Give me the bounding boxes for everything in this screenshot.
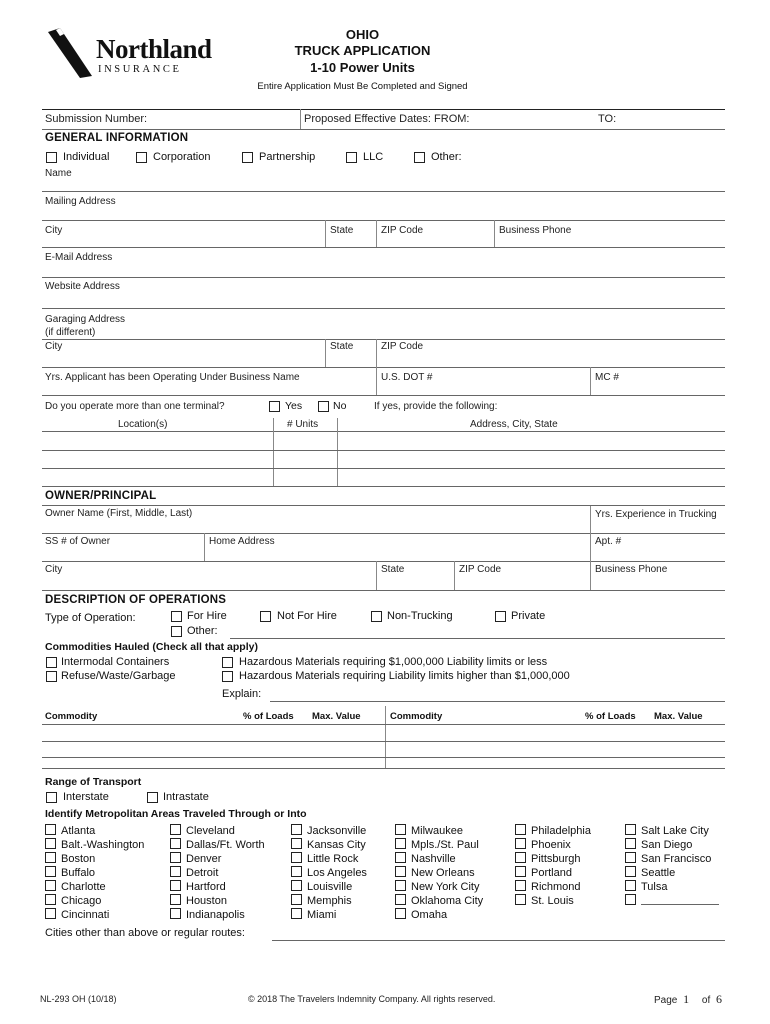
metro-city-option[interactable] [515, 880, 581, 894]
metro-city-option[interactable] [515, 824, 591, 838]
private-label: Private [511, 610, 546, 622]
metro-city-checkbox[interactable] [45, 866, 56, 877]
metro-city-label: St. Louis [531, 895, 574, 907]
terminal-question: Do you operate more than one terminal? [45, 401, 225, 412]
garaging-address-label: Garaging Address [45, 314, 126, 325]
intermodal-label: Intermodal Containers [61, 656, 170, 668]
website-label: Website Address [45, 281, 120, 292]
metro-city-checkbox[interactable] [515, 838, 526, 849]
individual-label: Individual [63, 151, 110, 163]
state-label: State [330, 225, 354, 236]
value-header-left: Max. Value [312, 711, 361, 722]
to-label: TO: [598, 113, 617, 125]
tulsa-blank-field[interactable] [641, 904, 719, 905]
metro-city-checkbox[interactable] [45, 838, 56, 849]
metro-city-checkbox[interactable] [395, 894, 406, 905]
terminal-no-label: No [333, 400, 347, 412]
metro-city-label: Oklahoma City [411, 895, 484, 907]
logo-name: Northland [96, 34, 212, 64]
metro-city-option[interactable] [45, 880, 106, 894]
metro-city-label: Dallas/Ft. Worth [186, 839, 265, 851]
metro-city-checkbox[interactable] [395, 852, 406, 863]
other-entity-label: Other: [431, 151, 462, 163]
metro-city-option[interactable] [291, 838, 366, 852]
form-note: Entire Application Must Be Completed and Signed [257, 81, 468, 92]
metro-city-checkbox[interactable] [291, 894, 302, 905]
metro-city-label: Mpls./St. Paul [411, 839, 479, 851]
metro-city-label: Richmond [531, 881, 581, 893]
garaging-city-label: City [45, 341, 63, 352]
metro-city-label: Philadelphia [531, 825, 591, 837]
metro-city-option[interactable] [291, 824, 366, 838]
terminal-yes-checkbox[interactable] [269, 401, 280, 412]
not-for-hire-label: Not For Hire [277, 610, 337, 622]
other-operation-checkbox[interactable] [171, 626, 182, 637]
name-field[interactable] [42, 191, 725, 192]
interstate-label: Interstate [63, 791, 109, 803]
metro-city-checkbox[interactable] [625, 880, 636, 891]
other-routes-label: Cities other than above or regular routes: [45, 927, 245, 939]
metro-city-option[interactable] [170, 866, 218, 880]
metro-city-option[interactable] [625, 866, 675, 880]
intermodal-checkbox[interactable] [46, 657, 57, 668]
metro-city-label: Atlanta [61, 825, 96, 837]
metro-city-option[interactable] [395, 824, 463, 838]
years-operating-label: Yrs. Applicant has been Operating Under Business Name [45, 372, 300, 383]
refuse-checkbox[interactable] [46, 671, 57, 682]
apt-label: Apt. # [595, 536, 622, 547]
city-label: City [45, 225, 63, 236]
metro-city-option[interactable] [45, 852, 95, 866]
commodity-header-left: Commodity [45, 711, 98, 722]
hazmat-high-checkbox[interactable] [222, 671, 233, 682]
metro-city-checkbox[interactable] [45, 908, 56, 919]
metro-city-label: Louisville [307, 881, 353, 893]
metro-city-option[interactable] [45, 838, 144, 852]
page-number: 1 [683, 992, 690, 1006]
metro-city-checkbox[interactable] [45, 880, 56, 891]
metro-city-checkbox[interactable] [515, 894, 526, 905]
metro-city-label: Los Angeles [307, 867, 367, 879]
commodity-row[interactable] [42, 741, 725, 742]
loads-header-right: % of Loads [585, 711, 636, 722]
metro-city-option[interactable] [515, 838, 571, 852]
explain-label: Explain: [222, 688, 262, 700]
other-operation-label: Other: [187, 625, 218, 637]
form-title: TRUCK APPLICATION [294, 43, 431, 58]
metro-city-option[interactable] [45, 894, 101, 908]
metro-heading: Identify Metropolitan Areas Traveled Through or Into [45, 808, 307, 820]
metro-city-label: New York City [411, 881, 480, 893]
metro-city-checkbox[interactable] [170, 852, 181, 863]
metro-city-checkbox[interactable] [170, 838, 181, 849]
individual-checkbox[interactable] [46, 152, 57, 163]
metro-city-label: Kansas City [307, 839, 366, 851]
page-total: 6 [716, 992, 723, 1006]
metro-city-checkbox[interactable] [395, 880, 406, 891]
metro-city-option[interactable] [625, 824, 709, 838]
other-routes-field[interactable] [272, 940, 725, 941]
corporation-checkbox[interactable] [136, 152, 147, 163]
locations-header: Location(s) [118, 419, 168, 430]
mailing-address-field[interactable] [42, 220, 725, 221]
metro-city-option[interactable] [291, 880, 352, 894]
page-label: Page [654, 995, 678, 1006]
metro-city-option[interactable] [291, 866, 367, 880]
metro-city-checkbox[interactable] [625, 852, 636, 863]
metro-city-label: Buffalo [61, 867, 96, 879]
non-trucking-label: Non-Trucking [387, 610, 453, 622]
metro-city-option[interactable] [291, 908, 336, 922]
mailing-address-label: Mailing Address [45, 196, 116, 207]
if-yes-label: If yes, provide the following: [374, 401, 498, 412]
metro-city-checkbox[interactable] [291, 838, 302, 849]
metro-city-checkbox[interactable] [170, 908, 181, 919]
metro-city-checkbox[interactable] [395, 908, 406, 919]
terminal-yes-label: Yes [285, 400, 303, 412]
logo-mark-icon [46, 28, 96, 78]
commodity-row[interactable] [42, 768, 725, 769]
general-information-heading: GENERAL INFORMATION [45, 132, 189, 144]
metro-city-label: Pittsburgh [531, 853, 581, 865]
metro-city-option[interactable] [170, 852, 221, 866]
metro-city-label: Milwaukee [411, 825, 463, 837]
metro-city-option[interactable] [170, 908, 245, 922]
metro-city-option[interactable] [395, 894, 483, 908]
metro-city-label: Tulsa [641, 881, 668, 893]
type-of-operation-label: Type of Operation: [45, 612, 136, 624]
garaging-state-label: State [330, 341, 354, 352]
explain-field[interactable] [270, 701, 725, 702]
metro-city-label: Cleveland [186, 825, 235, 837]
home-address-label: Home Address [209, 536, 275, 547]
metro-city-label: Seattle [641, 867, 676, 879]
metro-city-label: New Orleans [411, 867, 475, 879]
effective-dates-label: Proposed Effective Dates: FROM: [304, 113, 470, 125]
corporation-label: Corporation [153, 151, 211, 163]
address-city-state-header: Address, City, State [470, 419, 558, 430]
not-for-hire-checkbox[interactable] [260, 611, 271, 622]
metro-city-label: Nashville [411, 853, 456, 865]
metro-city-label: Phoenix [531, 839, 571, 851]
metro-city-option[interactable] [45, 866, 95, 880]
partnership-label: Partnership [259, 151, 316, 163]
metro-city-option[interactable] [395, 908, 447, 922]
range-heading: Range of Transport [45, 776, 142, 788]
owner-principal-heading: OWNER/PRINCIPAL [45, 490, 157, 502]
metro-city-label: Omaha [411, 909, 448, 921]
metro-city-checkbox[interactable] [395, 866, 406, 877]
metro-city-label: Portland [531, 867, 572, 879]
copyright: © 2018 The Travelers Indemnity Company. All rights reserved. [248, 994, 496, 1004]
metro-city-checkbox[interactable] [515, 880, 526, 891]
metro-city-label: Hartford [186, 881, 226, 893]
commodity-row[interactable] [42, 757, 725, 758]
hazmat-high-label: Hazardous Materials requiring Liability limits higher than $1,000,000 [239, 670, 570, 682]
logo-sub: INSURANCE [98, 64, 182, 75]
metro-city-option[interactable] [291, 852, 358, 866]
llc-checkbox[interactable] [346, 152, 357, 163]
email-label: E-Mail Address [45, 252, 113, 263]
metro-city-checkbox[interactable] [291, 852, 302, 863]
metro-city-checkbox[interactable] [291, 908, 302, 919]
metro-city-checkbox[interactable] [291, 880, 302, 891]
email-field[interactable] [42, 277, 725, 278]
metro-city-checkbox[interactable] [45, 852, 56, 863]
metro-city-option[interactable] [395, 866, 475, 880]
for-hire-label: For Hire [187, 610, 227, 622]
metro-city-checkbox[interactable] [625, 866, 636, 877]
website-field[interactable] [42, 308, 725, 309]
metro-city-checkbox[interactable] [170, 824, 181, 835]
metro-city-checkbox[interactable] [515, 824, 526, 835]
units-header: # Units [287, 419, 319, 430]
hazmat-low-label: Hazardous Materials requiring $1,000,000 Liability limits or less [239, 656, 548, 668]
metro-city-label: Charlotte [61, 881, 106, 893]
metro-city-option[interactable] [515, 894, 574, 908]
llc-label: LLC [363, 151, 384, 163]
ssn-label: SS # of Owner [45, 536, 111, 547]
loads-header-left: % of Loads [243, 711, 294, 722]
garaging-zip-label: ZIP Code [381, 341, 424, 352]
form-subtitle: 1-10 Power Units [310, 60, 415, 75]
metro-city-label: Memphis [307, 895, 352, 907]
other-entity-checkbox[interactable] [414, 152, 425, 163]
metro-city-label: Little Rock [307, 853, 359, 865]
metro-city-label: San Diego [641, 839, 693, 851]
commodities-heading: Commodities Hauled (Check all that apply) [45, 641, 258, 653]
mc-label: MC # [595, 372, 619, 383]
metro-city-option[interactable] [170, 824, 235, 838]
non-trucking-checkbox[interactable] [371, 611, 382, 622]
metro-city-checkbox[interactable] [170, 894, 181, 905]
owner-city-label: City [45, 564, 63, 575]
metro-city-option[interactable] [45, 824, 95, 838]
metro-city-label: Jacksonville [307, 825, 367, 837]
name-label: Name [45, 168, 72, 179]
terminal-no-checkbox[interactable] [318, 401, 329, 412]
northland-logo [46, 28, 212, 80]
metro-city-checkbox[interactable] [45, 894, 56, 905]
of-label: of [701, 995, 711, 1006]
terminal-row[interactable] [42, 486, 725, 487]
metro-city-checkbox[interactable] [515, 852, 526, 863]
metro-city-option[interactable] [625, 838, 692, 852]
metro-city-label: Boston [61, 853, 96, 865]
metro-city-option[interactable] [625, 852, 711, 866]
submission-number-label: Submission Number: [45, 113, 148, 125]
metro-city-label: Detroit [186, 867, 219, 879]
hazmat-low-checkbox[interactable] [222, 657, 233, 668]
metro-city-option[interactable] [395, 838, 479, 852]
metro-city-option[interactable] [291, 894, 352, 908]
metro-city-option[interactable] [515, 866, 572, 880]
metro-city-label: San Francisco [641, 853, 712, 865]
metro-city-label: Balt.-Washington [61, 839, 145, 851]
metro-city-checkbox[interactable] [625, 838, 636, 849]
metro-city-checkbox[interactable] [291, 824, 302, 835]
metro-city-label: Denver [186, 853, 222, 865]
metro-city-checkbox[interactable] [291, 866, 302, 877]
owner-phone-label: Business Phone [595, 564, 668, 575]
metro-city-option[interactable] [170, 838, 265, 852]
commodity-header-right: Commodity [390, 711, 443, 722]
refuse-label: Refuse/Waste/Garbage [61, 670, 176, 682]
owner-name-label: Owner Name (First, Middle, Last) [45, 508, 193, 519]
metro-city-label: Cincinnati [61, 909, 110, 921]
metro-city-option[interactable] [45, 908, 109, 922]
dot-label: U.S. DOT # [381, 372, 433, 383]
for-hire-checkbox[interactable] [171, 611, 182, 622]
metro-city-option[interactable] [170, 894, 227, 908]
metro-city-checkbox[interactable] [515, 866, 526, 877]
partnership-checkbox[interactable] [242, 152, 253, 163]
metro-city-option[interactable] [395, 852, 456, 866]
metro-city-checkbox[interactable] [395, 838, 406, 849]
metro-city-label: Salt Lake City [641, 825, 709, 837]
terminal-row[interactable] [42, 450, 725, 451]
garaging-if-different-label: (if different) [45, 327, 96, 338]
metro-city-option[interactable] [515, 852, 581, 866]
metro-city-label: Miami [307, 909, 337, 921]
zip-label: ZIP Code [381, 225, 424, 236]
owner-zip-label: ZIP Code [459, 564, 502, 575]
form-number: NL-293 OH (10/18) [40, 994, 117, 1004]
metro-city-checkbox[interactable] [625, 824, 636, 835]
value-header-right: Max. Value [654, 711, 703, 722]
interstate-checkbox[interactable] [46, 792, 57, 803]
metro-city-label: Houston [186, 895, 227, 907]
metro-city-checkbox[interactable] [170, 866, 181, 877]
metro-city-option[interactable] [625, 880, 668, 894]
page-indicator [654, 992, 722, 1007]
metro-city-label: Chicago [61, 895, 102, 907]
experience-label: Yrs. Experience in Trucking [595, 509, 717, 520]
metro-other-checkbox[interactable] [625, 894, 636, 905]
intrastate-checkbox[interactable] [147, 792, 158, 803]
other-operation-field[interactable] [230, 638, 725, 639]
operations-heading: DESCRIPTION OF OPERATIONS [45, 594, 227, 606]
metro-city-checkbox[interactable] [170, 880, 181, 891]
metro-city-checkbox[interactable] [395, 824, 406, 835]
intrastate-label: Intrastate [163, 791, 209, 803]
business-phone-label: Business Phone [499, 225, 572, 236]
metro-other-option[interactable] [625, 894, 641, 908]
form-state: OHIO [345, 27, 380, 42]
private-checkbox[interactable] [495, 611, 506, 622]
terminal-row[interactable] [42, 468, 725, 469]
owner-state-label: State [381, 564, 405, 575]
metro-city-option[interactable] [170, 880, 226, 894]
metro-city-option[interactable] [395, 880, 479, 894]
metro-city-checkbox[interactable] [45, 824, 56, 835]
metro-city-label: Indianapolis [186, 909, 245, 921]
